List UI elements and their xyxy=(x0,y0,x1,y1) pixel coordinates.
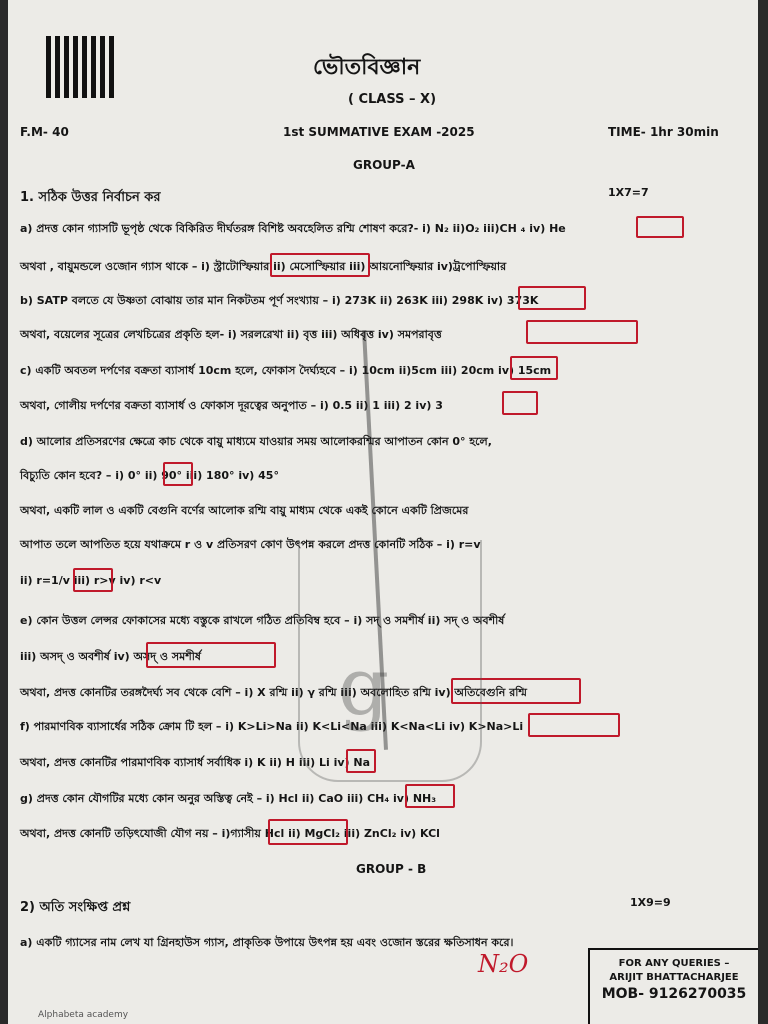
question-line: a) একটি গ্যাসের নাম লেখ যা গ্রিনহাউস গ্যাস, প্রাকৃতিক উপায়ে উৎপন্ন হয় এবং ওজোন স্তরের ক্ষতিসাধন করে। xyxy=(20,936,514,949)
footer-text: Alphabeta academy xyxy=(38,1010,129,1020)
group-b-label: GROUP - B xyxy=(356,862,427,876)
answer-mark xyxy=(146,642,276,668)
watermark-glass xyxy=(298,540,482,782)
answer-mark xyxy=(163,462,193,486)
question-line: অথবা, প্রদত্ত কোনটির তরঙ্গদৈর্ঘ্য সব থেকে বেশি – i) X রশ্মি ii) γ রশ্মি iii) অবলোহিত রশ্মি iv) অতিবেগুনি রশ্মি xyxy=(20,686,527,699)
question-line: অথবা, প্রদত্ত কোনটি তড়িৎযোজী যৌগ নয় – i)গ্যাসীয় Hcl ii) MgCl₂ iii) ZnCl₂ iv) KCl xyxy=(20,827,440,840)
question-line: অথবা, বয়েলের সূত্রের লেখচিত্রের প্রকৃতি হল- i) সরলরেখা ii) বৃত্ত iii) অধিবৃত্ত iv) সমপরাবৃত্ত xyxy=(20,328,442,341)
question-line: a) প্রদত্ত কোন গ্যাসটি ভূপৃষ্ঠ থেকে বিকিরিত দীর্ঘতরঙ্গ বিশিষ্ট অবহেলিত রশ্মি শোষণ করে?- i) N₂ ii)O₂ iii)CH ₄ iv) He xyxy=(20,222,566,235)
exam-paper xyxy=(8,0,758,1024)
answer-mark xyxy=(528,713,620,737)
question-line: f) পারমাণবিক ব্যাসার্ধের সঠিক ক্রোম টি হল – i) K>Li>Na ii) K<Li<Na iii) K<Na<Li iv) K>Na>Li xyxy=(20,720,524,733)
answer-mark xyxy=(268,819,348,845)
contact-line-1: FOR ANY QUERIES – xyxy=(618,958,730,969)
qr-code xyxy=(46,36,116,98)
full-marks: F.M- 40 xyxy=(20,125,69,139)
answer-mark xyxy=(73,568,113,592)
section-2-title: 2) অতি সংক্ষিপ্ত প্রশ্ন xyxy=(20,900,131,915)
group-a-label: GROUP-A xyxy=(353,158,415,172)
question-line: বিচ্যুতি কোন হবে? – i) 0° ii) 90° iii) 180° iv) 45° xyxy=(20,469,279,482)
answer-mark xyxy=(636,216,684,238)
section-1-title: 1. সঠিক উত্তর নির্বাচন কর xyxy=(20,190,161,205)
question-line: অথবা, প্রদত্ত কোনটির পারমাণবিক ব্যাসার্ধ সর্বাধিক i) K ii) H iii) Li iv) Na xyxy=(20,756,371,769)
question-line: b) SATP বলতে যে উষ্ণতা বোঝায় তার মান নিকটতম পূর্ণ সংখ্যায় – i) 273K ii) 263K iii) 298K iv) 373K xyxy=(20,294,539,307)
question-line: c) একটি অবতল দর্পণের বক্রতা ব্যাসার্ধ 10cm হলে, ফোকাস দৈর্ঘ্যহবে – i) 10cm ii)5cm iii) 20cm iv) 15cm xyxy=(20,364,552,377)
answer-mark xyxy=(510,356,558,380)
exam-time: TIME- 1hr 30min xyxy=(608,125,719,139)
question-line: d) আলোর প্রতিসরণের ক্ষেত্রে কাচ থেকে বায়ু মাধ্যমে যাওয়ার সময় আলোকরশ্মির আপাতন কোন 0° হলে, xyxy=(20,435,492,448)
question-line: আপাত তলে আপতিত হয়ে যথাক্রমে r ও v প্রতিসরণ কোণ উৎপন্ন করলে প্রদত্ত কোনটি সঠিক – i) r=v xyxy=(20,538,481,551)
handwritten-answer: N₂O xyxy=(478,950,529,978)
question-line: iii) অসদ্ ও অবশীর্ষ iv) অসদ্ ও সমশীর্ষ xyxy=(20,650,201,663)
watermark-logo: g xyxy=(338,640,390,733)
section-2-marks: 1X9=9 xyxy=(630,896,671,909)
question-line: অথবা , বায়ুমন্ডলে ওজোন গ্যাস থাকে – i) স্ট্রাটোস্ফিয়ার ii) মেসোস্ফিয়ার iii) আয়নোস্ফিয়ার iv)ট্রপোস্ফিয়ার xyxy=(20,260,507,273)
answer-mark xyxy=(270,253,370,277)
answer-mark xyxy=(518,286,586,310)
contact-name: ARIJIT BHATTACHARJEE xyxy=(609,972,739,983)
answer-mark xyxy=(405,784,455,808)
class-label: ( CLASS – X) xyxy=(348,92,437,107)
question-line: e) কোন উত্তল লেন্সর ফোকাসের মধ্যে বস্তুকে রাখলে গঠিত প্রতিবিম্ব হবে – i) সদ্ ও সমশীর্ষ ii) সদ্ ও অবশীর্ষ xyxy=(20,614,505,627)
question-line: ii) r=1/v iii) r>v iv) r<v xyxy=(20,574,162,587)
contact-phone: MOB- 9126270035 xyxy=(601,986,747,1002)
question-line: অথবা, একটি লাল ও একটি বেগুনি বর্ণের আলোক রশ্মি বায়ু মাধ্যম থেকে একই কোনে একটি প্রিজমের xyxy=(20,504,469,517)
section-1-marks: 1X7=7 xyxy=(608,186,649,199)
question-line: অথবা, গোলীয় দর্পণের বক্রতা ব্যাসার্ধ ও ফোকাস দূরত্বের অনুপাত – i) 0.5 ii) 1 iii) 2 iv) 3 xyxy=(20,399,443,412)
answer-mark xyxy=(526,320,638,344)
contact-box xyxy=(588,948,758,1024)
paper-title: ভৌতবিজ্ঞান xyxy=(313,55,421,80)
answer-mark xyxy=(502,391,538,415)
question-line: g) প্রদত্ত কোন যৌগটির মধ্যে কোন অনুর অস্তিত্ব নেই – i) Hcl ii) CaO iii) CH₄ iv) NH₃ xyxy=(20,792,437,805)
exam-name: 1st SUMMATIVE EXAM -2025 xyxy=(283,125,475,139)
